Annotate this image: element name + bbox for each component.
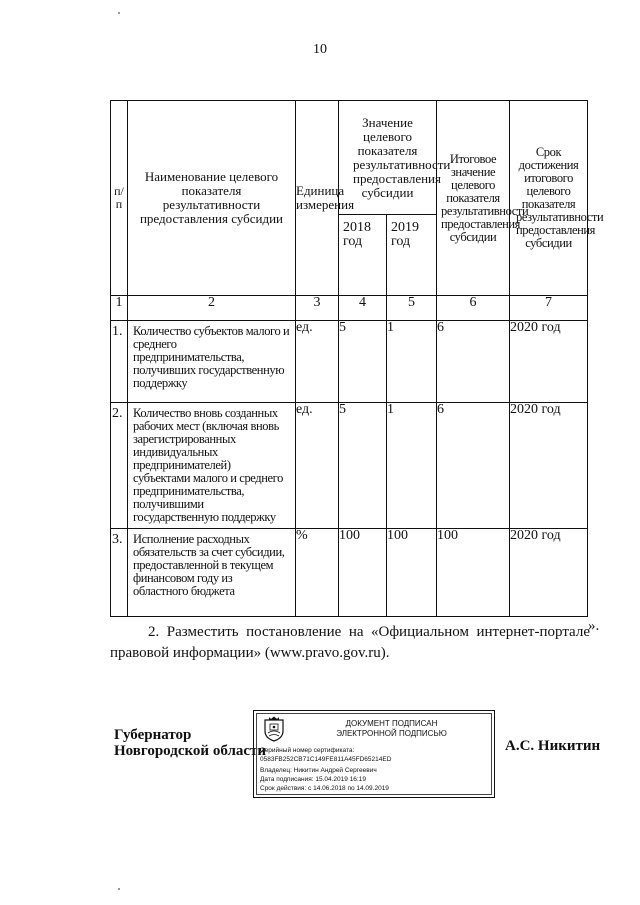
row-total: 100 <box>437 529 510 617</box>
scan-speck <box>118 888 120 890</box>
column-number: 7 <box>510 296 588 321</box>
signer-position-line1: Губернатор <box>114 727 192 743</box>
stamp-title <box>294 719 489 739</box>
stamp-validity: Срок действия: с 14.06.2018 по 14.09.2019 <box>260 785 389 792</box>
row-value-2019: 100 <box>387 529 437 617</box>
row-num: 1. <box>111 321 128 403</box>
row-value-2019: 1 <box>387 403 437 529</box>
stamp-serial-label: Серийный номер сертификата: <box>260 747 355 754</box>
signer-name: А.С. Никитин <box>505 738 601 754</box>
header-unit: Единица измерения <box>296 101 339 296</box>
row-total: 6 <box>437 403 510 529</box>
row-name: Количество вновь созданных рабочих мест (включая вновь зарегистрированных индивидуальных предпринимателей) субъектами малого и среднего предпринимательства, получившими государственную поддержку <box>128 403 296 529</box>
row-value-2018: 5 <box>339 403 387 529</box>
header-name: Наименование целевого показателя результативности предоставления субсидии <box>128 101 296 296</box>
row-name: Количество субъектов малого и среднего предпринимательства, получивших государственную поддержку <box>128 321 296 403</box>
coat-of-arms-icon <box>262 716 286 742</box>
page-number: 10 <box>313 42 327 57</box>
scan-speck <box>118 12 120 14</box>
stamp-serial: 0583FB252CB71C149FE811A45FD65214ED <box>260 756 392 763</box>
header-deadline: Срок достижения итогового целевого показателя результативности предоставления субсидии <box>510 101 588 296</box>
stamp-title-line1: ДОКУМЕНТ ПОДПИСАН <box>345 719 438 728</box>
row-name: Исполнение расходных обязательств за счет субсидии, предоставленной в текущем финансовом году из областного бюджета <box>128 529 296 617</box>
indicators-table <box>110 100 604 617</box>
header-year-2018: 2018 год <box>339 215 387 296</box>
column-number: 6 <box>437 296 510 321</box>
header-num: п/п <box>111 101 128 296</box>
stamp-owner: Владелец: Никитин Андрей Сергеевич <box>260 767 377 774</box>
row-value-2018: 100 <box>339 529 387 617</box>
header-value-group: Значение целевого показателя результативности предоставления субсидии <box>339 101 437 215</box>
row-deadline: 2020 год <box>510 321 588 403</box>
header-row <box>111 101 588 215</box>
table-row <box>111 321 588 403</box>
stamp-title-line2: ЭЛЕКТРОННОЙ ПОДПИСЬЮ <box>336 729 447 738</box>
row-total: 6 <box>437 321 510 403</box>
signer-position <box>114 727 266 759</box>
closing-quote: ». <box>588 618 600 634</box>
column-number: 4 <box>339 296 387 321</box>
column-number: 2 <box>128 296 296 321</box>
paragraph-2: 2. Разместить постановление на «Официальном интернет-портале правовой информации» (www.pravo.gov.ru). <box>110 624 590 661</box>
header-year-2019: 2019 год <box>387 215 437 296</box>
row-unit: ед. <box>296 403 339 529</box>
electronic-signature-stamp <box>253 710 495 798</box>
row-deadline: 2020 год <box>510 529 588 617</box>
column-number: 1 <box>111 296 128 321</box>
column-number: 5 <box>387 296 437 321</box>
row-value-2018: 5 <box>339 321 387 403</box>
row-num: 2. <box>111 403 128 529</box>
table-row <box>111 529 588 617</box>
table-row <box>111 403 588 529</box>
header-total: Итоговое значение целевого показателя результативности предоставления субсидии <box>437 101 510 296</box>
column-numbers-row <box>111 296 588 321</box>
stamp-signed-date: Дата подписания: 15.04.2019 16:19 <box>260 776 366 783</box>
row-unit: ед. <box>296 321 339 403</box>
signer-position-line2: Новгородской области <box>114 743 267 759</box>
column-number: 3 <box>296 296 339 321</box>
row-num: 3. <box>111 529 128 617</box>
row-value-2019: 1 <box>387 321 437 403</box>
row-deadline: 2020 год <box>510 403 588 529</box>
row-unit: % <box>296 529 339 617</box>
